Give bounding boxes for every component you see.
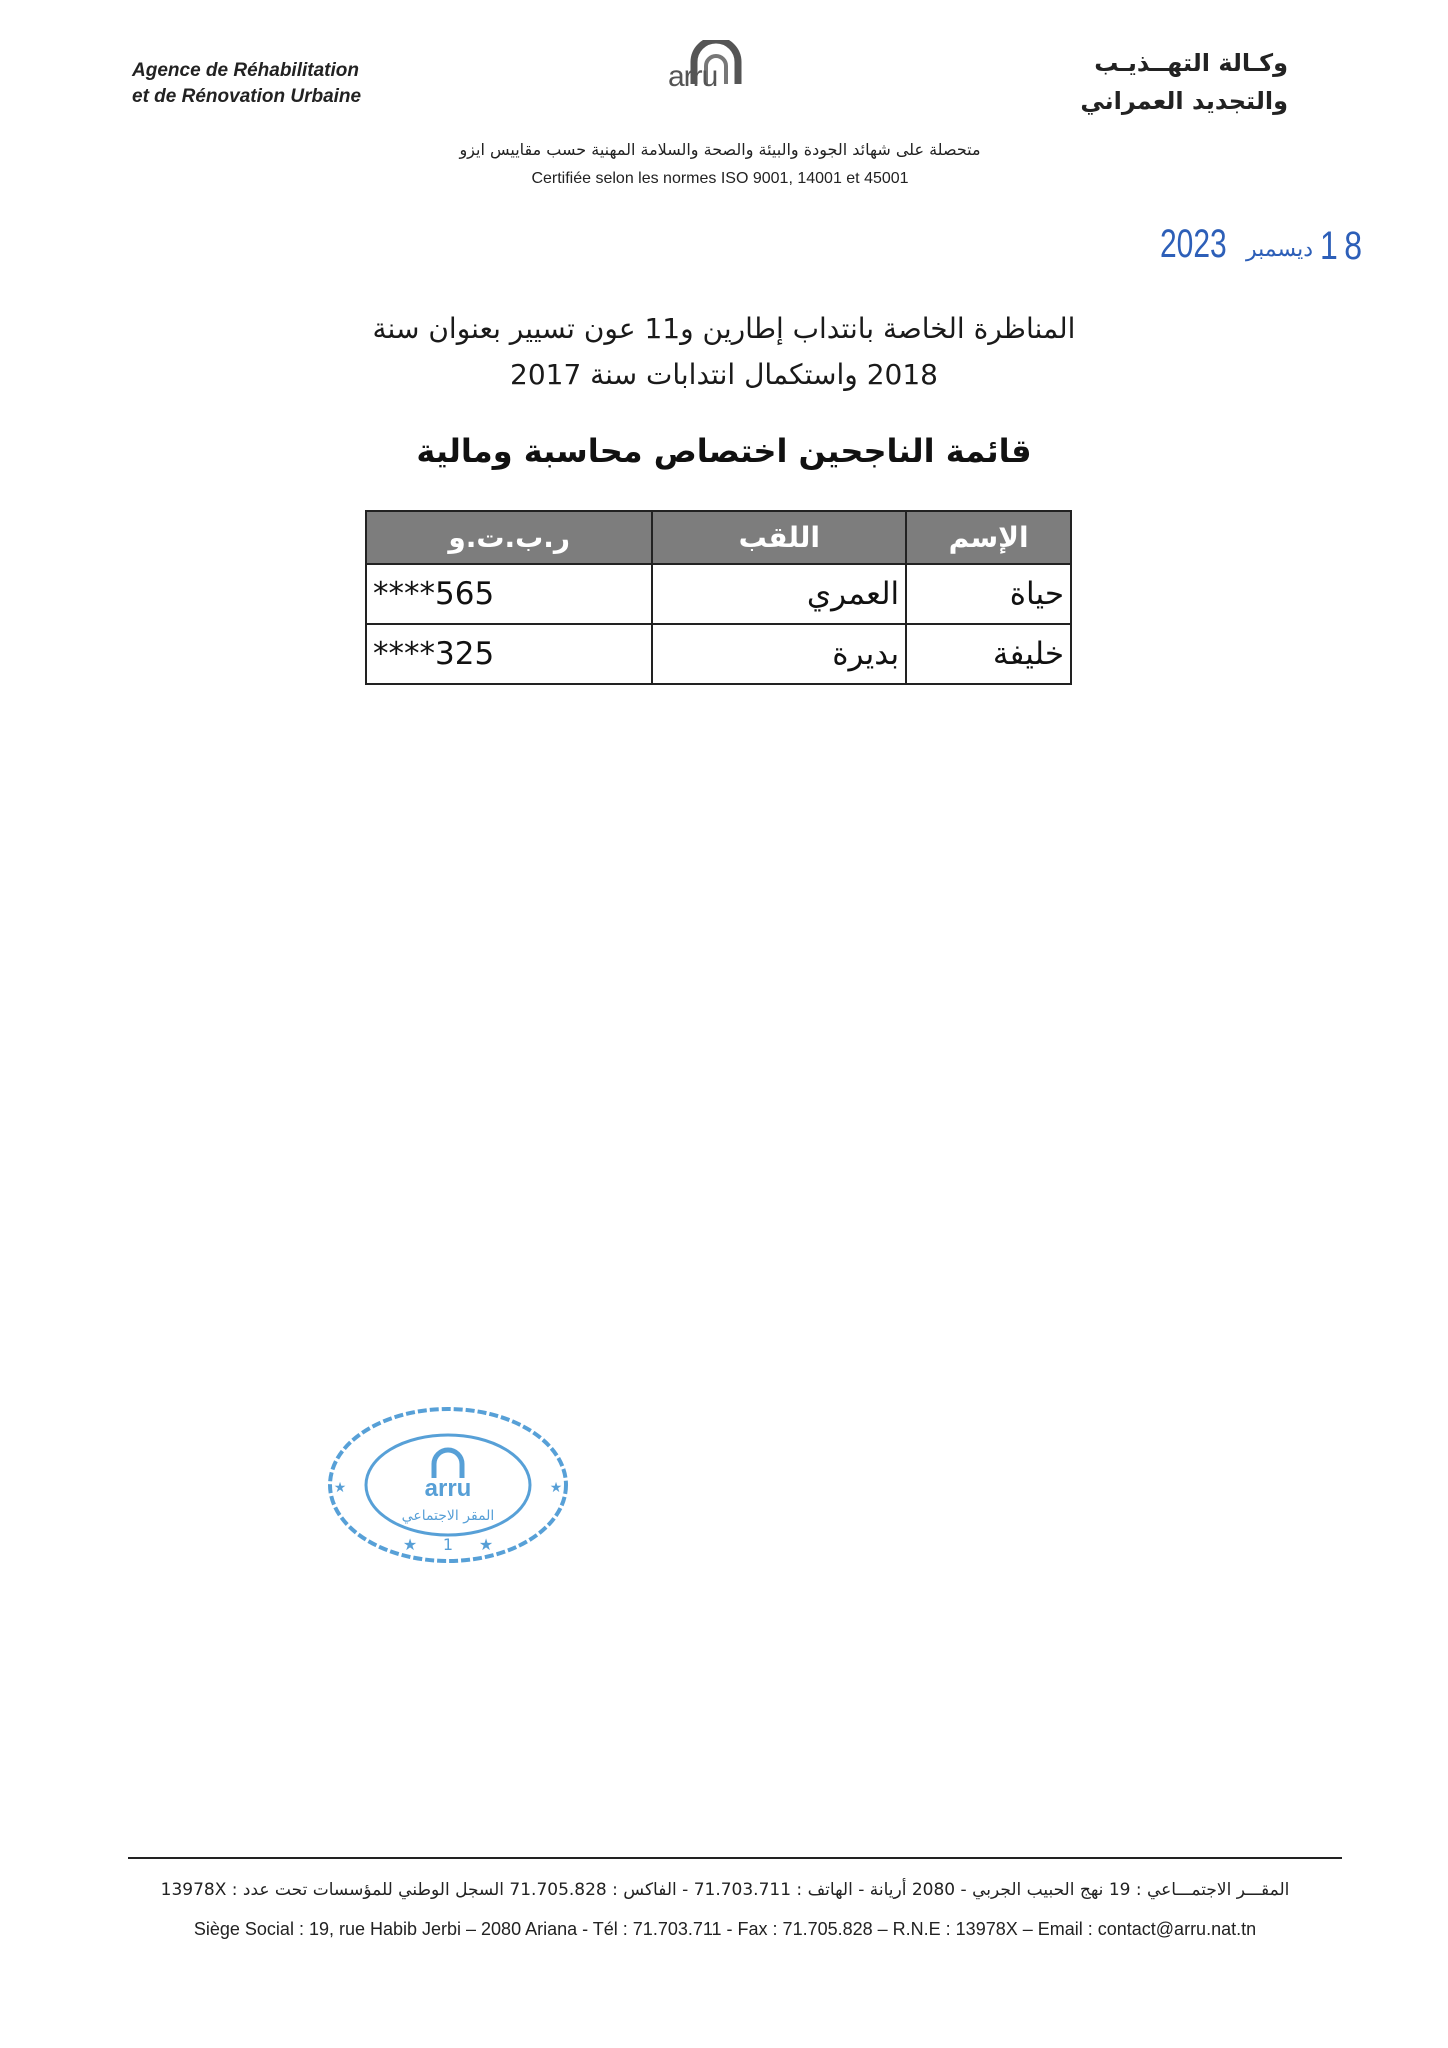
date-day: 18 (1320, 224, 1369, 268)
agency-name-french (132, 58, 462, 110)
document-subtitle: قائمة الناجحين اختصاص محاسبة ومالية (416, 432, 1032, 470)
cell-last-name: العمري (652, 564, 906, 624)
header-id: ر.ب.ت.و (366, 511, 652, 564)
seal-caption: المقر الاجتماعي (401, 1508, 495, 1524)
results-table (365, 510, 1072, 685)
agency-name-fr-line1: Agence de Réhabilitation (132, 60, 359, 81)
title-line-2: 2018 واستكمال انتدابات سنة 2017 (510, 358, 938, 391)
agency-name-fr-line2: et de Rénovation Urbaine (132, 86, 362, 107)
seal-number: 1 (442, 1535, 454, 1554)
header-first-name: الإسم (906, 511, 1071, 564)
date-year: 2023 (1160, 222, 1227, 266)
cell-id: ****565 (366, 564, 652, 624)
svg-text:★: ★ (402, 1535, 418, 1554)
cell-first-name: حياة (906, 564, 1071, 624)
agency-name-arabic (948, 44, 1288, 120)
cell-first-name: خليفة (906, 624, 1071, 684)
date-stamp (1160, 222, 1390, 278)
official-seal (322, 1400, 574, 1570)
footer-divider (128, 1857, 1342, 1859)
seal-stamp-icon (322, 1400, 574, 1570)
certification-arabic: متحصلة على شهائد الجودة والبيئة والصحة والسلامة المهنية حسب مقاييس ايزو (459, 140, 981, 159)
cell-id: ****325 (366, 624, 652, 684)
seal-logo-text: arru (424, 1475, 472, 1502)
svg-text:★: ★ (549, 1480, 563, 1496)
logo-text: arru (668, 60, 718, 93)
arru-logo (668, 40, 778, 108)
table-header-row (366, 511, 1071, 564)
cell-last-name: بديرة (652, 624, 906, 684)
footer-address-arabic: المقـــر الاجتمـــاعي : 19 نهج الحبيب الجربي - 2080 أريانة - الهاتف : 71.703.711 - الفاكس : 71.705.828 السجل الوطني للمؤسسات تحت عدد : 13978X (160, 1880, 1290, 1900)
header-last-name: اللقب (652, 511, 906, 564)
date-month: ديسمبر (1246, 236, 1314, 261)
agency-name-ar-line1: وكـالة التهــذيـب (1094, 49, 1288, 77)
footer-address-french: Siège Social : 19, rue Habib Jerbi – 2080 Ariana - Tél : 71.703.711 - Fax : 71.705.828 – R.N.E : 13978X – Email : contact@arru.nat.tn (193, 1919, 1257, 1939)
table-row (366, 624, 1071, 684)
title-line-1: المناظرة الخاصة بانتداب إطارين و11 عون تسيير بعنوان سنة (372, 312, 1076, 345)
svg-text:★: ★ (478, 1535, 494, 1554)
certification-french: Certifiée selon les normes ISO 9001, 14001 et 45001 (531, 170, 909, 187)
agency-name-ar-line2: والتجديد العمراني (1080, 87, 1288, 115)
table-row (366, 564, 1071, 624)
document-title (300, 306, 1148, 398)
svg-text:★: ★ (333, 1480, 347, 1496)
